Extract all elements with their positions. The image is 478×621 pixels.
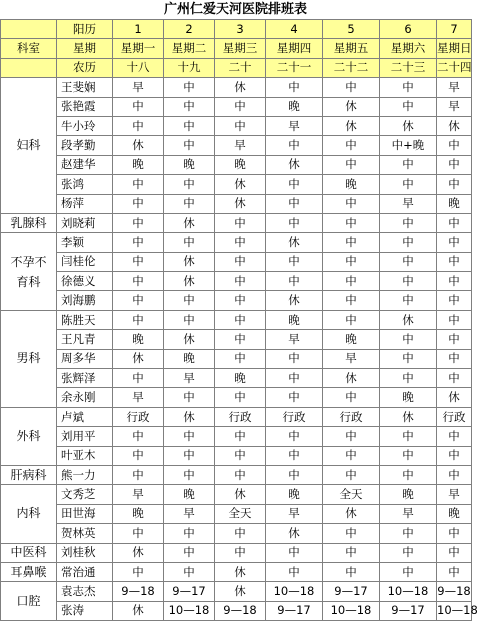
shift-cell: 中 — [380, 427, 437, 446]
shift-cell: 9—17 — [164, 582, 215, 601]
shift-cell: 中 — [437, 465, 472, 484]
shift-cell: 中 — [164, 116, 215, 135]
shift-cell: 中 — [437, 233, 472, 252]
shift-cell: 行政 — [266, 407, 323, 426]
shift-cell: 中 — [380, 97, 437, 116]
table-row — [1, 465, 472, 484]
shift-cell: 早 — [113, 485, 164, 504]
department-cell: 不孕不育科 — [1, 233, 57, 311]
shift-cell: 10—18 — [323, 601, 380, 620]
shift-cell: 中 — [113, 427, 164, 446]
department-cell: 耳鼻喉 — [1, 562, 57, 581]
table-row — [1, 194, 472, 213]
header-date: 1 — [113, 20, 164, 39]
shift-cell: 中 — [113, 97, 164, 116]
staff-name: 王斐娴 — [57, 78, 113, 97]
shift-cell: 休 — [113, 543, 164, 562]
header-label: 阳历 — [57, 20, 113, 39]
shift-cell: 中 — [266, 272, 323, 291]
header-date: 4 — [266, 20, 323, 39]
shift-cell: 中 — [437, 543, 472, 562]
shift-cell: 行政 — [215, 407, 266, 426]
shift-cell: 休 — [113, 349, 164, 368]
header-weekday: 星期六 — [380, 39, 437, 58]
shift-cell: 中 — [215, 291, 266, 310]
shift-cell: 10—18 — [164, 601, 215, 620]
shift-cell: 休 — [380, 116, 437, 135]
staff-name: 陈胜天 — [57, 310, 113, 329]
table-row — [1, 427, 472, 446]
shift-cell: 晚 — [266, 310, 323, 329]
staff-name: 田世海 — [57, 504, 113, 523]
shift-cell: 中 — [380, 369, 437, 388]
shift-cell: 休 — [266, 291, 323, 310]
header-weekday: 星期三 — [215, 39, 266, 58]
staff-name: 卢斌 — [57, 407, 113, 426]
shift-cell: 中 — [164, 543, 215, 562]
shift-cell: 中 — [266, 369, 323, 388]
shift-cell: 9—17 — [266, 601, 323, 620]
shift-cell: 中 — [323, 427, 380, 446]
shift-cell: 10—18 — [437, 601, 472, 620]
shift-cell: 晚 — [380, 485, 437, 504]
shift-cell: 中 — [215, 388, 266, 407]
shift-cell: 中 — [266, 175, 323, 194]
header-row-weekday — [1, 39, 472, 58]
staff-name: 周多华 — [57, 349, 113, 368]
shift-cell: 中 — [323, 272, 380, 291]
header-date: 5 — [323, 20, 380, 39]
shift-cell: 中 — [215, 252, 266, 271]
table-row — [1, 155, 472, 174]
shift-cell: 中 — [380, 446, 437, 465]
shift-cell: 中 — [323, 446, 380, 465]
table-row — [1, 446, 472, 465]
shift-cell: 中 — [266, 194, 323, 213]
shift-cell: 中 — [215, 310, 266, 329]
shift-cell: 早 — [437, 78, 472, 97]
shift-cell: 中 — [437, 291, 472, 310]
shift-cell: 休 — [215, 562, 266, 581]
shift-cell: 中 — [437, 213, 472, 232]
shift-cell: 晚 — [323, 330, 380, 349]
shift-cell: 中 — [323, 465, 380, 484]
shift-cell: 中 — [380, 349, 437, 368]
header-weekday: 星期五 — [323, 39, 380, 58]
shift-cell: 早 — [437, 485, 472, 504]
header-date: 2 — [164, 20, 215, 39]
shift-cell: 休 — [323, 369, 380, 388]
shift-cell: 中 — [113, 194, 164, 213]
shift-cell: 休 — [266, 155, 323, 174]
shift-cell: 中 — [215, 543, 266, 562]
shift-cell: 休 — [215, 485, 266, 504]
department-cell: 口腔 — [1, 582, 57, 621]
table-row — [1, 504, 472, 523]
shift-cell: 中 — [113, 310, 164, 329]
table-row — [1, 310, 472, 329]
staff-name: 张鸿 — [57, 175, 113, 194]
shift-cell: 中 — [215, 213, 266, 232]
header-weekday: 星期日 — [437, 39, 472, 58]
shift-cell: 中 — [113, 562, 164, 581]
table-row — [1, 175, 472, 194]
staff-name: 叶亚木 — [57, 446, 113, 465]
shift-cell: 中 — [323, 388, 380, 407]
shift-cell: 中 — [266, 562, 323, 581]
shift-cell: 中 — [380, 330, 437, 349]
department-cell: 肝病科 — [1, 465, 57, 484]
table-row — [1, 582, 472, 601]
shift-cell: 10—18 — [380, 582, 437, 601]
staff-name: 张涛 — [57, 601, 113, 620]
staff-name: 徐德义 — [57, 272, 113, 291]
shift-cell: 中 — [164, 78, 215, 97]
staff-name: 贺林英 — [57, 524, 113, 543]
shift-cell: 中 — [437, 562, 472, 581]
table-row — [1, 562, 472, 581]
shift-cell: 中 — [437, 155, 472, 174]
shift-cell: 中 — [164, 310, 215, 329]
shift-cell: 休 — [323, 97, 380, 116]
shift-cell: 中 — [164, 136, 215, 155]
shift-cell: 中 — [215, 272, 266, 291]
shift-cell: 中 — [215, 524, 266, 543]
header-dept-label: 科室 — [1, 39, 57, 58]
shift-cell: 中 — [215, 116, 266, 135]
shift-cell: 中 — [113, 272, 164, 291]
staff-name: 张辉泽 — [57, 369, 113, 388]
staff-name: 常治通 — [57, 562, 113, 581]
staff-name: 刘桂秋 — [57, 543, 113, 562]
shift-cell: 早 — [380, 194, 437, 213]
staff-name: 刘海鹏 — [57, 291, 113, 310]
shift-cell: 中 — [323, 291, 380, 310]
shift-cell: 中 — [437, 272, 472, 291]
shift-cell: 中 — [113, 175, 164, 194]
staff-name: 闫桂伦 — [57, 252, 113, 271]
staff-name: 刘晓莉 — [57, 213, 113, 232]
shift-cell: 中 — [380, 78, 437, 97]
staff-name: 赵建华 — [57, 155, 113, 174]
shift-cell: 早 — [437, 97, 472, 116]
shift-cell: 9—18 — [215, 601, 266, 620]
table-row — [1, 388, 472, 407]
header-lunar-date: 二十四 — [437, 58, 472, 77]
shift-cell: 中 — [380, 213, 437, 232]
header-lunar-date: 二十二 — [323, 58, 380, 77]
shift-cell: 中 — [113, 213, 164, 232]
shift-cell: 休 — [164, 252, 215, 271]
shift-cell: 早 — [266, 330, 323, 349]
shift-cell: 中 — [113, 291, 164, 310]
table-row — [1, 272, 472, 291]
header-weekday: 星期二 — [164, 39, 215, 58]
shift-cell: 早 — [215, 136, 266, 155]
shift-cell: 中 — [164, 465, 215, 484]
shift-cell: 中 — [164, 446, 215, 465]
shift-cell: 中 — [164, 562, 215, 581]
shift-cell: 中 — [215, 233, 266, 252]
shift-cell: 中 — [215, 427, 266, 446]
shift-cell: 晚 — [113, 155, 164, 174]
shift-cell: 中 — [266, 427, 323, 446]
department-cell: 妇科 — [1, 78, 57, 214]
shift-cell: 晚 — [215, 369, 266, 388]
shift-cell: 中 — [323, 213, 380, 232]
shift-cell: 中 — [215, 446, 266, 465]
header-corner — [1, 20, 57, 39]
table-row — [1, 543, 472, 562]
table-row — [1, 97, 472, 116]
table-row — [1, 485, 472, 504]
header-weekday: 星期四 — [266, 39, 323, 58]
staff-name: 余永刚 — [57, 388, 113, 407]
header-date: 6 — [380, 20, 437, 39]
shift-cell: 中 — [323, 543, 380, 562]
shift-cell: 休 — [164, 330, 215, 349]
shift-cell: 中 — [164, 194, 215, 213]
shift-cell: 中 — [266, 446, 323, 465]
shift-cell: 中 — [323, 562, 380, 581]
table-row — [1, 136, 472, 155]
shift-cell: 中 — [380, 562, 437, 581]
shift-cell: 休 — [215, 582, 266, 601]
shift-cell: 9—17 — [380, 601, 437, 620]
shift-cell: 休 — [113, 601, 164, 620]
shift-cell: 中 — [113, 116, 164, 135]
shift-cell: 中 — [215, 349, 266, 368]
header-row-lunar — [1, 58, 472, 77]
header-lunar-date: 二十 — [215, 58, 266, 77]
shift-cell: 休 — [380, 310, 437, 329]
shift-cell: 中 — [266, 78, 323, 97]
department-cell: 中医科 — [1, 543, 57, 562]
shift-cell: 晚 — [380, 388, 437, 407]
header-date: 3 — [215, 20, 266, 39]
shift-cell: 早 — [266, 504, 323, 523]
shift-cell: 中 — [323, 78, 380, 97]
shift-cell: 晚 — [323, 175, 380, 194]
header-lunar-date: 十九 — [164, 58, 215, 77]
header-lunar-date: 十八 — [113, 58, 164, 77]
staff-name: 袁志杰 — [57, 582, 113, 601]
staff-name: 熊一力 — [57, 465, 113, 484]
header-date: 7 — [437, 20, 472, 39]
shift-cell: 行政 — [437, 407, 472, 426]
shift-cell: 中 — [113, 369, 164, 388]
shift-cell: 晚 — [113, 330, 164, 349]
shift-cell: 中 — [323, 155, 380, 174]
department-cell: 乳腺科 — [1, 213, 57, 232]
shift-cell: 全天 — [215, 504, 266, 523]
department-cell: 外科 — [1, 407, 57, 465]
staff-name: 刘用平 — [57, 427, 113, 446]
shift-cell: 中 — [215, 465, 266, 484]
table-row — [1, 330, 472, 349]
shift-cell: 中 — [323, 194, 380, 213]
shift-cell: 早 — [380, 504, 437, 523]
shift-cell: 晚 — [437, 194, 472, 213]
staff-name: 张艳霞 — [57, 97, 113, 116]
shift-cell: 中 — [380, 175, 437, 194]
shift-cell: 中 — [215, 97, 266, 116]
shift-cell: 休 — [323, 116, 380, 135]
shift-cell: 中 — [164, 291, 215, 310]
header-lunar-date: 二十一 — [266, 58, 323, 77]
shift-cell: 中 — [437, 330, 472, 349]
shift-cell: 中 — [113, 465, 164, 484]
shift-cell: 早 — [113, 388, 164, 407]
table-row — [1, 233, 472, 252]
shift-cell: 休 — [437, 388, 472, 407]
shift-cell: 中 — [266, 349, 323, 368]
header-weekday: 星期一 — [113, 39, 164, 58]
table-row — [1, 116, 472, 135]
shift-cell: 中 — [113, 524, 164, 543]
shift-cell: 休 — [164, 407, 215, 426]
shift-cell: 中 — [437, 446, 472, 465]
shift-cell: 中 — [113, 252, 164, 271]
shift-cell: 中 — [164, 233, 215, 252]
shift-cell: 中 — [380, 272, 437, 291]
department-cell: 男科 — [1, 310, 57, 407]
header-label: 农历 — [57, 58, 113, 77]
shift-cell: 中 — [380, 524, 437, 543]
shift-cell: 中 — [437, 369, 472, 388]
shift-cell: 休 — [164, 272, 215, 291]
shift-cell: 中 — [323, 524, 380, 543]
shift-cell: 中 — [164, 97, 215, 116]
header-lunar-date: 二十三 — [380, 58, 437, 77]
shift-cell: 休 — [215, 175, 266, 194]
table-row — [1, 78, 472, 97]
shift-cell: 中 — [323, 233, 380, 252]
shift-cell: 中 — [266, 388, 323, 407]
table-row — [1, 252, 472, 271]
shift-cell: 休 — [164, 213, 215, 232]
shift-cell: 全天 — [323, 485, 380, 504]
shift-cell: 中 — [437, 252, 472, 271]
shift-cell: 中 — [164, 175, 215, 194]
shift-cell: 中 — [437, 136, 472, 155]
shift-cell: 早 — [266, 116, 323, 135]
shift-cell: 中 — [323, 310, 380, 329]
table-row — [1, 407, 472, 426]
shift-cell: 中 — [323, 252, 380, 271]
shift-cell: 中 — [437, 524, 472, 543]
shift-cell: 中 — [380, 155, 437, 174]
shift-cell: 中 — [437, 175, 472, 194]
staff-name: 杨萍 — [57, 194, 113, 213]
shift-cell: 中 — [113, 233, 164, 252]
shift-cell: 中 — [437, 310, 472, 329]
shift-cell: 早 — [323, 349, 380, 368]
shift-cell: 晚 — [266, 97, 323, 116]
shift-cell: 中 — [266, 465, 323, 484]
header-corner — [1, 58, 57, 77]
shift-cell: 中 — [113, 446, 164, 465]
shift-cell: 中 — [437, 349, 472, 368]
shift-cell: 中 — [266, 252, 323, 271]
shift-cell: 中 — [164, 427, 215, 446]
shift-cell: 10—18 — [266, 582, 323, 601]
header-label: 星期 — [57, 39, 113, 58]
shift-cell: 9—18 — [113, 582, 164, 601]
shift-cell: 休 — [113, 136, 164, 155]
shift-cell: 中 — [380, 233, 437, 252]
shift-cell: 晚 — [164, 155, 215, 174]
shift-cell: 晚 — [164, 485, 215, 504]
shift-cell: 行政 — [323, 407, 380, 426]
staff-name: 王凡青 — [57, 330, 113, 349]
shift-cell: 早 — [113, 78, 164, 97]
shift-cell: 休 — [266, 524, 323, 543]
shift-cell: 早 — [164, 504, 215, 523]
shift-cell: 晚 — [266, 485, 323, 504]
staff-name: 牛小玲 — [57, 116, 113, 135]
shift-cell: 中 — [215, 330, 266, 349]
table-row — [1, 213, 472, 232]
staff-name: 李颖 — [57, 233, 113, 252]
shift-cell: 中 — [380, 291, 437, 310]
shift-cell: 晚 — [113, 504, 164, 523]
shift-cell: 中 — [266, 213, 323, 232]
shift-cell: 休 — [215, 78, 266, 97]
shift-cell: 休 — [323, 504, 380, 523]
header-row-solar — [1, 20, 472, 39]
shift-cell: 早 — [164, 369, 215, 388]
staff-name: 段孝勤 — [57, 136, 113, 155]
shift-cell: 9—18 — [437, 582, 472, 601]
shift-cell: 9—17 — [323, 582, 380, 601]
table-row — [1, 601, 472, 620]
shift-cell: 中 — [323, 136, 380, 155]
shift-cell: 休 — [266, 233, 323, 252]
department-cell: 内科 — [1, 485, 57, 543]
shift-cell: 中 — [164, 388, 215, 407]
shift-cell: 晚 — [215, 155, 266, 174]
shift-cell: 中 — [164, 524, 215, 543]
shift-cell: 中 — [266, 136, 323, 155]
table-row — [1, 369, 472, 388]
table-row — [1, 291, 472, 310]
shift-cell: 中 — [266, 543, 323, 562]
schedule-table — [0, 19, 478, 621]
shift-cell: 休 — [215, 194, 266, 213]
page-title: 广州仁爱天河医院排班表 — [163, 2, 307, 17]
shift-cell: 晚 — [437, 504, 472, 523]
staff-name: 文秀芝 — [57, 485, 113, 504]
table-row — [1, 349, 472, 368]
shift-cell: 晚 — [164, 349, 215, 368]
shift-cell: 中+晚 — [380, 136, 437, 155]
shift-cell: 中 — [380, 252, 437, 271]
shift-cell: 中 — [380, 543, 437, 562]
shift-cell: 休 — [380, 407, 437, 426]
shift-cell: 中 — [380, 465, 437, 484]
table-row — [1, 524, 472, 543]
shift-cell: 休 — [437, 116, 472, 135]
shift-cell: 行政 — [113, 407, 164, 426]
shift-cell: 中 — [437, 427, 472, 446]
